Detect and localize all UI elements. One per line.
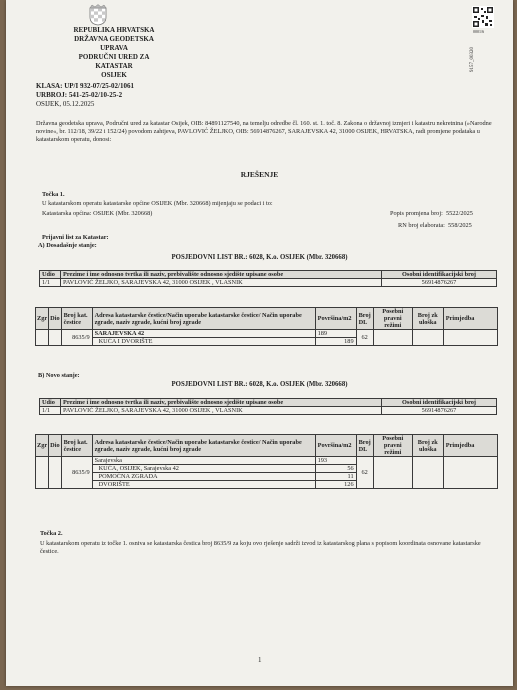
col-adresa: Adresa katastarske čestice/Način uporabe katastarske čestice/ Način uporabe zgrade, naziv zgrade, kućni broj zgrade: [92, 308, 315, 330]
urbroj-line: URBROJ: 541-25-02/10-25-2: [36, 91, 123, 99]
rn-label: RN broj elaborata:: [398, 222, 445, 229]
use-area: 126: [315, 481, 356, 489]
rn-line: [398, 222, 472, 230]
cell-total-area: 193: [315, 457, 356, 465]
col-zgr: Zgr: [36, 308, 49, 330]
qr-caption: 0001/6: [473, 29, 485, 34]
owner-oib: 56914876267: [382, 279, 497, 287]
col-dio: Dio: [49, 308, 61, 330]
use-name: POMOĆNA ZGRADA: [92, 473, 315, 481]
cell-posebni: [373, 330, 412, 346]
parcel-table-new: [35, 434, 498, 489]
col-povrsina: Površina/m2: [315, 435, 356, 457]
cell-zk: [412, 457, 443, 489]
col-udio: Udio: [40, 271, 61, 279]
popis-value: 5522/2025: [445, 210, 473, 217]
use-name: KUĆA I DVORIŠTE: [92, 338, 315, 346]
case-identifiers: [36, 82, 134, 109]
col-broj-zk: Broj zk uloška: [412, 435, 443, 457]
page-number: 1: [258, 656, 262, 664]
col-broj-dl: Broj DL: [356, 435, 373, 457]
document-page: [6, 0, 513, 686]
tocka2-heading: Točka 2.: [40, 530, 63, 537]
use-name: DVORIŠTE: [92, 481, 315, 489]
use-area: 11: [315, 473, 356, 481]
col-broj-zk: Broj zk uloška: [412, 308, 443, 330]
cell-zk: [412, 330, 443, 346]
popis-line: [390, 210, 473, 218]
col-primjedba: Primjedba: [443, 308, 497, 330]
col-owner: Prezime i ime odnosno tvrtka ili naziv, prebivalište odnosno sjedište upisane osobe: [61, 271, 382, 279]
cell-primjedba: [443, 330, 497, 346]
header-line: OSIJEK: [101, 71, 127, 79]
owner-name: PAVLOVIĆ ŽELJKO, SARAJEVSKA 42, 31000 OSIJEK , VLASNIK: [61, 407, 382, 415]
owner-table-new: [39, 398, 497, 415]
cell-dio: [49, 330, 61, 346]
col-udio: Udio: [40, 399, 61, 407]
owner-share: 1/1: [40, 407, 61, 415]
col-broj-dl: Broj DL: [356, 308, 373, 330]
posjedovni-list-title-new: POSJEDOVNI LIST BR.: 6028, K.o. OSIJEK (Mbr. 320668): [171, 381, 348, 388]
col-broj-cestice: Broj kat. čestice: [61, 435, 92, 457]
prijavni-list-label: Prijavni list za Katastar:: [42, 234, 109, 241]
col-posebni-rezimi: Posebni pravni režimi: [373, 308, 412, 330]
col-dio: Dio: [49, 435, 61, 457]
ko-line: [42, 210, 152, 218]
cell-dl: 62: [356, 457, 373, 489]
side-reference-code: 9157_00320: [470, 47, 475, 72]
posjedovni-list-title-old: POSJEDOVNI LIST BR.: 6028, K.o. OSIJEK (Mbr. 320668): [171, 254, 348, 261]
section-a-label: A) Dosadašnje stanje:: [38, 242, 97, 249]
header-line: PODRUČNI URED ZA KATASTAR: [78, 53, 150, 70]
use-area: 56: [315, 465, 356, 473]
cell-posebni: [373, 457, 412, 489]
use-name: KUĆA, OSIJEK, Sarajevska 42: [92, 465, 315, 473]
parcel-table-old: [35, 307, 498, 346]
owner-table-old: [39, 270, 497, 287]
cell-cestica: 8635/9: [61, 457, 92, 489]
cell-address: SARAJEVSKA 42: [92, 330, 315, 338]
owner-oib: 56914876267: [382, 407, 497, 415]
section-b-label: B) Novo stanje:: [38, 372, 80, 379]
cell-zgr: [36, 330, 49, 346]
ko-value: OSIJEK (Mbr. 320668): [93, 210, 153, 217]
ko-label: Katastarska općina:: [42, 210, 92, 217]
intro-paragraph: Državna geodetska uprava, Područni ured za katastar Osijek, OIB: 84891127540, na temelju odredbe čl. 160. st. 1. toč. 8. Zakona o državnoj izmjeri i katastru nekretnina (»Narodne novine«, br. 112/18, 39/22 i 152/24) povodom zahtjeva, PAVLOVIĆ ŽELJKO, OIB: 56914876267, SARAJEVSKA 42, 31000 OSIJEK, HRVATSKA, radi promjene podataka u katastarskom operatu, donosi:: [36, 120, 492, 143]
date-line: OSIJEK, 05.12.2025: [36, 100, 95, 108]
header-line: DRŽAVNA GEODETSKA UPRAVA: [74, 35, 154, 52]
cell-dio: [49, 457, 61, 489]
popis-label: Popis promjena broj:: [390, 210, 443, 217]
col-adresa: Adresa katastarske čestice/Način uporabe katastarske čestice/ Način uporabe zgrade, naziv zgrade, kućni broj zgrade: [92, 435, 315, 457]
tocka2-text: U katastarskom operatu iz točke 1. osniva se katastarska čestica broj 8635/9 za koju ovo rješenje sadrži izvod iz katastarskog plana s popisom koordinata osnovane katastarske čestice.: [40, 540, 481, 555]
coat-of-arms-icon: [88, 4, 108, 26]
klasa-line: KLASA: UP/I 932-07/25-02/1061: [36, 82, 134, 90]
col-owner: Prezime i ime odnosno tvrtka ili naziv, prebivalište odnosno sjedište upisane osobe: [61, 399, 382, 407]
col-zgr: Zgr: [36, 435, 49, 457]
cell-primjedba: [443, 457, 497, 489]
cell-address: Sarajevska: [92, 457, 315, 465]
col-broj-cestice: Broj kat. čestice: [61, 308, 92, 330]
institution-header: [60, 26, 168, 80]
tocka1-heading: Točka 1.: [42, 191, 65, 198]
cell-cestica: 8635/9: [61, 330, 92, 346]
cell-zgr: [36, 457, 49, 489]
col-primjedba: Primjedba: [443, 435, 497, 457]
rn-value: 558/2025: [448, 222, 472, 229]
col-posebni-rezimi: Posebni pravni režimi: [373, 435, 412, 457]
header-line: REPUBLIKA HRVATSKA: [73, 26, 155, 34]
col-oib: Osobni identifikacijski broj: [382, 271, 497, 279]
tocka1-text: U katastarskom operatu katastarske općine OSIJEK (Mbr. 320668) mijenjaju se podaci i to:: [42, 200, 273, 207]
use-area: 189: [315, 338, 356, 346]
owner-name: PAVLOVIĆ ŽELJKO, SARAJEVSKA 42, 31000 OSIJEK , VLASNIK: [61, 279, 382, 287]
decision-title: RJEŠENJE: [240, 170, 279, 179]
cell-total-area: 189: [315, 330, 356, 338]
cell-dl: 62: [356, 330, 373, 346]
qr-code-icon: [472, 6, 494, 28]
col-oib: Osobni identifikacijski broj: [382, 399, 497, 407]
owner-share: 1/1: [40, 279, 61, 287]
col-povrsina: Površina/m2: [315, 308, 356, 330]
